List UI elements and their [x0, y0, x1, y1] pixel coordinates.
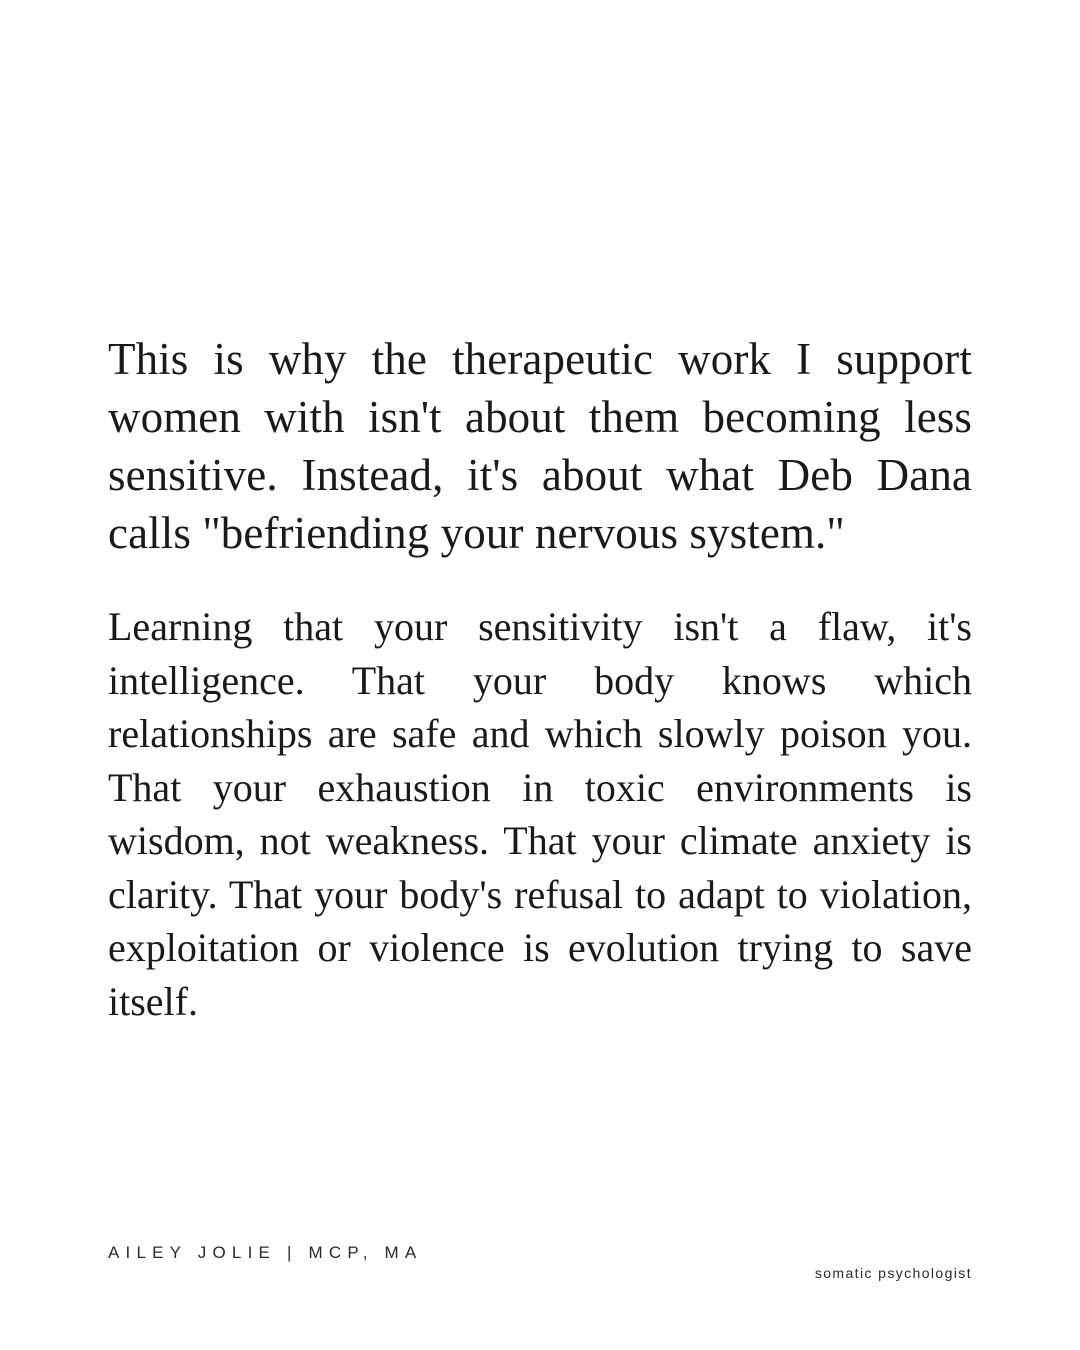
author-signature: AILEY JOLIE | MCP, MA	[108, 1243, 423, 1262]
lead-paragraph: This is why the therapeutic work I support women with isn't about them becoming less sensitive. Instead, it's about what Deb Dana calls "befriending your nervous system."	[108, 334, 972, 558]
body-paragraph: Learning that your sensitivity isn't a flaw, it's intelligence. That your body knows which relationships are safe and which slowly poison you. That your exhaustion in toxic environments is wisdom, not weakness. That your climate anxiety is clarity. That your body's refusal to adapt to violation, exploitation or violence is evolution trying to save itself.	[108, 604, 972, 1024]
main-content	[108, 330, 972, 1028]
author-role: somatic psychologist	[814, 1265, 972, 1281]
